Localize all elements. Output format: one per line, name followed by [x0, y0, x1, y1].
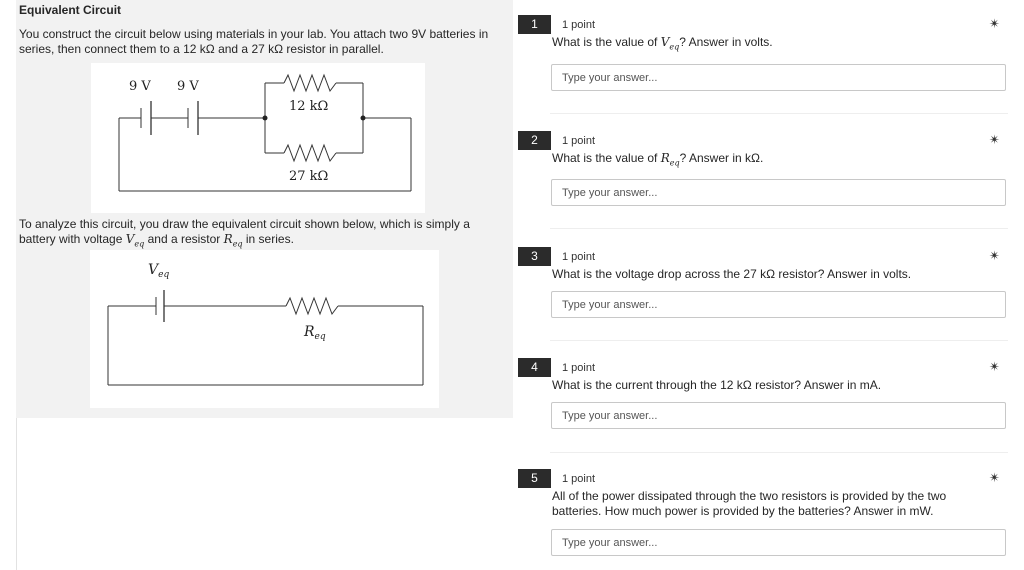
question-text: What is the current through the 12 kΩ resistor? Answer in mA. — [552, 378, 882, 392]
problem-panel-footer — [16, 418, 514, 570]
answer-input[interactable] — [551, 529, 1006, 556]
resistor-12k-label: 12 kΩ — [289, 99, 329, 114]
divider — [550, 340, 1008, 341]
resistor-27k-label: 27 kΩ — [289, 169, 329, 184]
battery-1-label: 9 V — [129, 79, 151, 94]
answer-input[interactable] — [551, 179, 1006, 206]
question-number: 4 — [518, 358, 551, 377]
pin-icon[interactable]: ✴ — [989, 248, 1000, 263]
question-points: 1 point — [562, 19, 596, 31]
pin-icon[interactable]: ✴ — [989, 359, 1000, 374]
divider — [550, 113, 1008, 114]
analysis-text: To analyze this circuit, you draw the equivalent circuit shown below, which is simply a battery with voltage $V_{eq}$ and a resistor $R_{eq}$ in series. — [19, 217, 470, 249]
circuit-figure-equivalent — [90, 250, 439, 408]
pin-icon[interactable]: ✴ — [989, 16, 1000, 31]
veq-symbol: $V_{eq}$ — [125, 232, 145, 249]
question-text: What is the voltage drop across the 27 kΩ resistor? Answer in volts. — [552, 267, 912, 281]
problem-intro: You construct the circuit below using materials in your lab. You attach two 9V batteries in series, then connect them to a 12 kΩ and a 27 kΩ resistor in parallel. — [19, 27, 489, 56]
veq-label: $V_{eq}$ — [148, 262, 170, 280]
question-text: All of the power dissipated through the two resistors is provided by the two batteries. How much power is provided by the batteries? Answer in mW. — [552, 489, 947, 518]
battery-2-label: 9 V — [177, 79, 199, 94]
question-number: 3 — [518, 247, 551, 266]
question-points: 1 point — [562, 135, 596, 147]
question-text: What is the value of $R_{eq}$? Answer in kΩ. — [552, 151, 764, 168]
question-points: 1 point — [562, 362, 596, 374]
divider — [550, 452, 1008, 453]
pin-icon[interactable]: ✴ — [989, 470, 1000, 485]
answer-input[interactable] — [551, 291, 1006, 318]
circuit-diagram-equivalent — [90, 250, 439, 408]
req-label: $R_{eq}$ — [304, 324, 326, 342]
circuit-diagram-parallel — [91, 63, 425, 213]
question-text: What is the value of $V_{eq}$? Answer in volts. — [552, 35, 773, 52]
answer-input[interactable] — [551, 402, 1006, 429]
divider — [550, 228, 1008, 229]
question-points: 1 point — [562, 251, 596, 263]
answer-input[interactable] — [551, 64, 1006, 91]
question-points: 1 point — [562, 473, 596, 485]
circuit-figure-parallel — [91, 63, 425, 213]
question-number: 1 — [518, 15, 551, 34]
req-symbol: $R_{eq}$ — [223, 232, 243, 249]
page-title: Equivalent Circuit — [19, 3, 122, 17]
question-number: 5 — [518, 469, 551, 488]
question-number: 2 — [518, 131, 551, 150]
pin-icon[interactable]: ✴ — [989, 132, 1000, 147]
